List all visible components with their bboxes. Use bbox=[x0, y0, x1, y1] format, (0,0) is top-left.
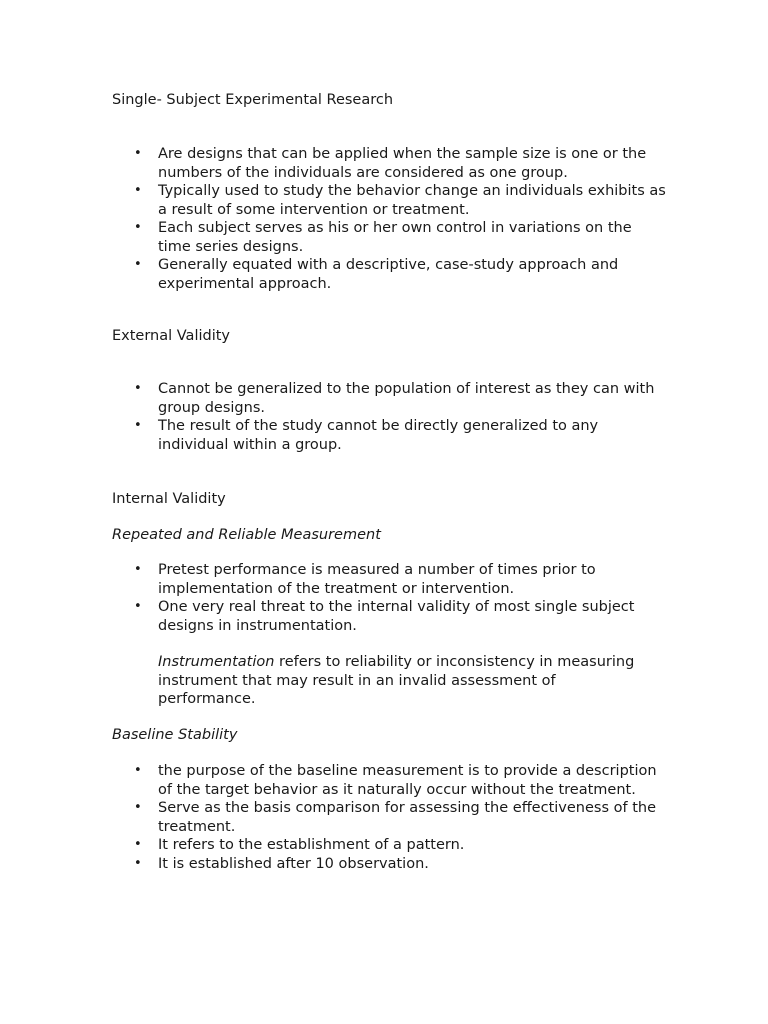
section-title-single-subject: Single- Subject Experimental Research bbox=[112, 92, 394, 108]
instrumentation-note bbox=[158, 653, 648, 709]
list-item: • One very real threat to the internal validity of most single subject designs in instrumentation. bbox=[158, 598, 668, 635]
instrumentation-definition: refers to reliability or inconsistency in measuring instrument that may result in an invalid assessment of performance. bbox=[158, 654, 635, 707]
list-item: • Generally equated with a descriptive, case-study approach and experimental approach. bbox=[158, 256, 668, 293]
list-item: • It refers to the establishment of a pattern. bbox=[158, 836, 668, 855]
subsection-title-repeated-measurement: Repeated and Reliable Measurement bbox=[112, 527, 381, 543]
list-item: • Each subject serves as his or her own control in variations on the time series designs. bbox=[158, 219, 668, 256]
list-item: • Serve as the basis comparison for assessing the effectiveness of the treatment. bbox=[158, 799, 668, 836]
single-subject-bullet-list bbox=[112, 145, 668, 293]
repeated-measurement-bullet-list bbox=[112, 561, 668, 635]
list-item: • Typically used to study the behavior change an individuals exhibits as a result of some intervention or treatment. bbox=[158, 182, 668, 219]
instrumentation-term: Instrumentation bbox=[158, 654, 275, 670]
baseline-stability-bullet-list bbox=[112, 762, 668, 873]
subsection-title-baseline-stability: Baseline Stability bbox=[112, 727, 238, 743]
section-title-external-validity: External Validity bbox=[112, 328, 231, 344]
list-item: • The result of the study cannot be directly generalized to any individual within a group. bbox=[158, 417, 668, 454]
list-item: • It is established after 10 observation. bbox=[158, 855, 668, 874]
list-item: • Cannot be generalized to the population of interest as they can with group designs. bbox=[158, 380, 668, 417]
list-item: • the purpose of the baseline measurement is to provide a description of the target behavior as it naturally occur without the treatment. bbox=[158, 762, 668, 799]
external-validity-bullet-list bbox=[112, 380, 668, 454]
section-title-internal-validity: Internal Validity bbox=[112, 491, 226, 507]
list-item: • Are designs that can be applied when the sample size is one or the numbers of the individuals are considered as one group. bbox=[158, 145, 668, 182]
list-item: • Pretest performance is measured a number of times prior to implementation of the treatment or intervention. bbox=[158, 561, 668, 598]
